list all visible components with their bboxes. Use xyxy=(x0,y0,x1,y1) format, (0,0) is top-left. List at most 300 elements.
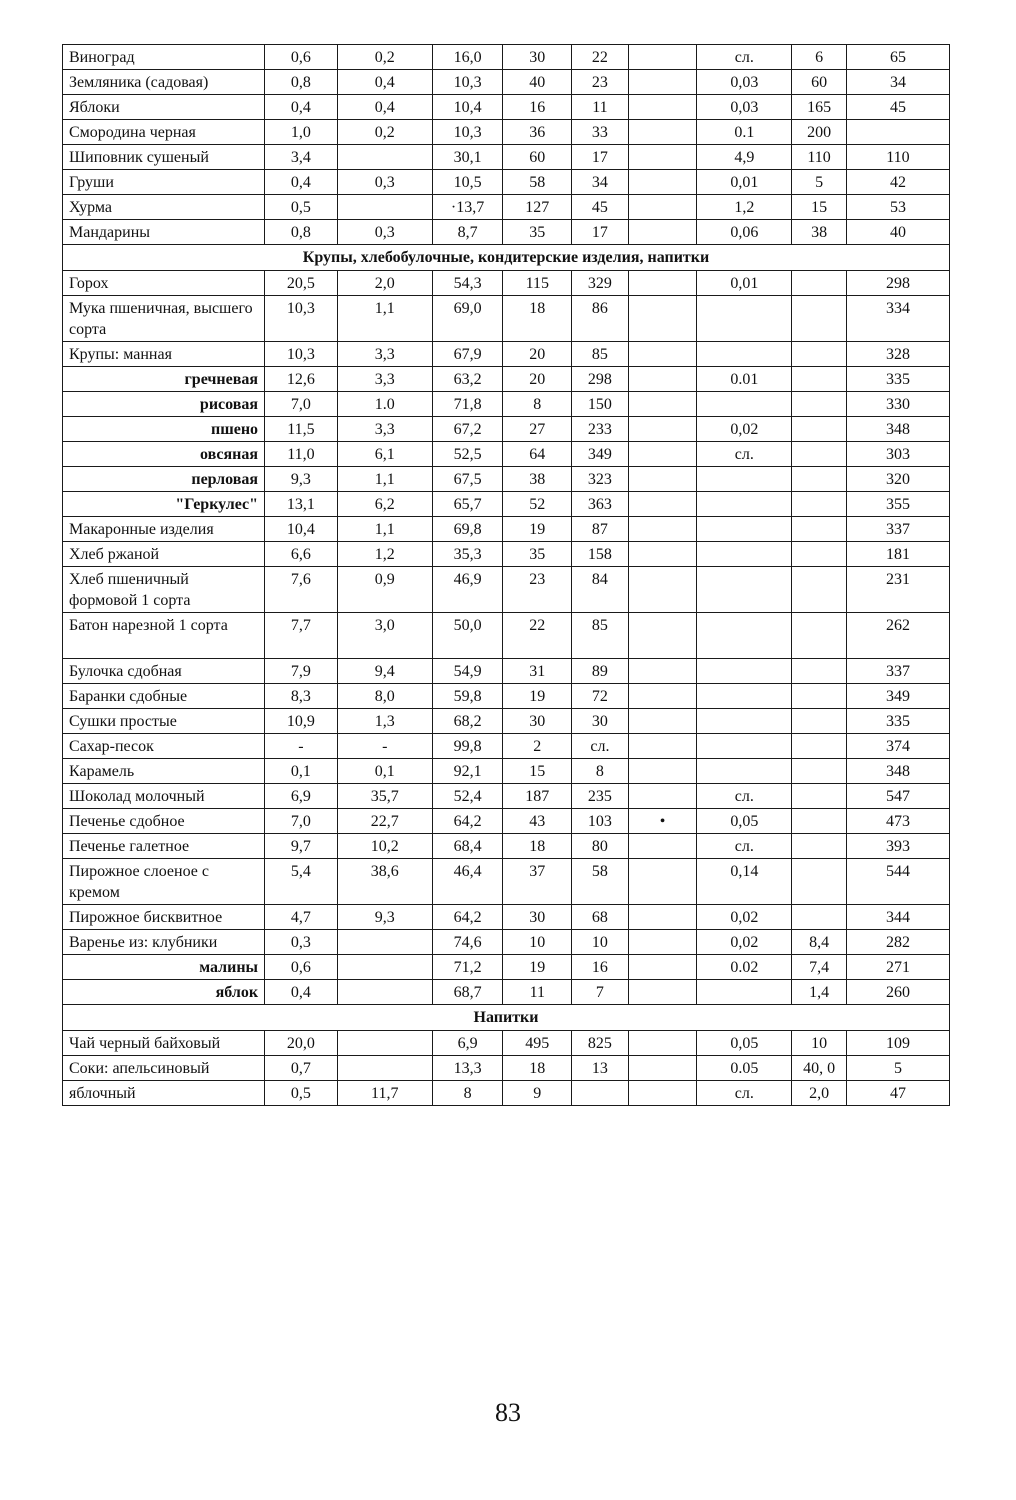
table-row xyxy=(63,296,950,342)
table-row xyxy=(63,709,950,734)
value-cell: 0,5 xyxy=(265,1081,338,1106)
value-cell: 473 xyxy=(846,809,949,834)
value-cell: 71,2 xyxy=(432,955,503,980)
value-cell: 349 xyxy=(846,684,949,709)
value-cell: 1,0 xyxy=(265,120,338,145)
product-name-cell: Шиповник сушеный xyxy=(63,145,265,170)
value-cell xyxy=(628,930,697,955)
value-cell: 271 xyxy=(846,955,949,980)
table-row xyxy=(63,905,950,930)
value-cell: 10,9 xyxy=(265,709,338,734)
value-cell: 69,0 xyxy=(432,296,503,342)
value-cell: 7 xyxy=(572,980,629,1005)
table-row xyxy=(63,45,950,70)
value-cell xyxy=(697,659,792,684)
value-cell: 1,1 xyxy=(337,467,432,492)
value-cell: 23 xyxy=(572,70,629,95)
value-cell: сл. xyxy=(697,45,792,70)
value-cell: 0,02 xyxy=(697,417,792,442)
value-cell: 328 xyxy=(846,342,949,367)
value-cell: 3,4 xyxy=(265,145,338,170)
value-cell: 2 xyxy=(503,734,572,759)
value-cell: 23 xyxy=(503,567,572,613)
value-cell xyxy=(792,613,847,659)
value-cell: 35,7 xyxy=(337,784,432,809)
value-cell: 1,1 xyxy=(337,517,432,542)
table-row xyxy=(63,759,950,784)
value-cell xyxy=(628,392,697,417)
value-cell: 2,0 xyxy=(792,1081,847,1106)
value-cell: 20,0 xyxy=(265,1031,338,1056)
product-name-cell: Пирожное слоеное с кремом xyxy=(63,859,265,905)
value-cell: 200 xyxy=(792,120,847,145)
value-cell xyxy=(697,613,792,659)
value-cell: 150 xyxy=(572,392,629,417)
value-cell: 8,3 xyxy=(265,684,338,709)
value-cell xyxy=(628,955,697,980)
value-cell: 127 xyxy=(503,195,572,220)
value-cell xyxy=(628,1056,697,1081)
value-cell: 16 xyxy=(503,95,572,120)
product-name-cell: Хлеб ржаной xyxy=(63,542,265,567)
value-cell: 0,06 xyxy=(697,220,792,245)
value-cell xyxy=(697,492,792,517)
value-cell: 298 xyxy=(572,367,629,392)
value-cell: 60 xyxy=(503,145,572,170)
value-cell: 544 xyxy=(846,859,949,905)
value-cell xyxy=(792,834,847,859)
product-name-cell: овсяная xyxy=(63,442,265,467)
product-name-cell: Карамель xyxy=(63,759,265,784)
product-name-cell: Земляника (садовая) xyxy=(63,70,265,95)
value-cell: 8,0 xyxy=(337,684,432,709)
value-cell: 5 xyxy=(792,170,847,195)
value-cell: 74,6 xyxy=(432,930,503,955)
value-cell: 43 xyxy=(503,809,572,834)
value-cell: 0,4 xyxy=(337,70,432,95)
table-row xyxy=(63,930,950,955)
value-cell: 80 xyxy=(572,834,629,859)
value-cell: 10,2 xyxy=(337,834,432,859)
product-name-cell: малины xyxy=(63,955,265,980)
table-row xyxy=(63,271,950,296)
value-cell xyxy=(792,709,847,734)
value-cell xyxy=(628,517,697,542)
value-cell xyxy=(337,145,432,170)
value-cell: 20,5 xyxy=(265,271,338,296)
value-cell: 8,4 xyxy=(792,930,847,955)
value-cell: 67,5 xyxy=(432,467,503,492)
value-cell: 337 xyxy=(846,659,949,684)
value-cell: 374 xyxy=(846,734,949,759)
value-cell: 65,7 xyxy=(432,492,503,517)
table-row xyxy=(63,980,950,1005)
value-cell: 1,4 xyxy=(792,980,847,1005)
product-name-cell: Мука пшеничная, высшего сорта xyxy=(63,296,265,342)
value-cell: 47 xyxy=(846,1081,949,1106)
table-row xyxy=(63,567,950,613)
value-cell xyxy=(628,417,697,442)
table-row xyxy=(63,342,950,367)
value-cell xyxy=(792,271,847,296)
value-cell: 11,5 xyxy=(265,417,338,442)
value-cell: 17 xyxy=(572,145,629,170)
value-cell xyxy=(697,542,792,567)
value-cell xyxy=(628,195,697,220)
value-cell: 0,03 xyxy=(697,95,792,120)
value-cell xyxy=(628,442,697,467)
table-row xyxy=(63,1031,950,1056)
value-cell: 11,7 xyxy=(337,1081,432,1106)
value-cell: 110 xyxy=(846,145,949,170)
value-cell xyxy=(628,342,697,367)
value-cell: 30 xyxy=(503,45,572,70)
value-cell: 52 xyxy=(503,492,572,517)
value-cell xyxy=(337,1031,432,1056)
value-cell: • xyxy=(628,809,697,834)
value-cell xyxy=(792,492,847,517)
value-cell: 110 xyxy=(792,145,847,170)
product-name-cell: Шоколад молочный xyxy=(63,784,265,809)
value-cell: 298 xyxy=(846,271,949,296)
value-cell: 344 xyxy=(846,905,949,930)
value-cell: 0,4 xyxy=(265,980,338,1005)
value-cell: 0,14 xyxy=(697,859,792,905)
value-cell: 9,3 xyxy=(337,905,432,930)
value-cell: 64 xyxy=(503,442,572,467)
value-cell: 46,9 xyxy=(432,567,503,613)
value-cell xyxy=(628,296,697,342)
value-cell: 0,6 xyxy=(265,955,338,980)
value-cell: 54,9 xyxy=(432,659,503,684)
value-cell xyxy=(792,342,847,367)
value-cell: 10,3 xyxy=(265,342,338,367)
table-body xyxy=(63,45,950,1106)
product-name-cell: Батон нарезной 1 сорта xyxy=(63,613,265,659)
value-cell: 0,4 xyxy=(337,95,432,120)
value-cell: 9,3 xyxy=(265,467,338,492)
table-row xyxy=(63,467,950,492)
value-cell: 40 xyxy=(846,220,949,245)
nutrition-table xyxy=(62,44,950,1106)
product-name-cell: Виноград xyxy=(63,45,265,70)
value-cell: 825 xyxy=(572,1031,629,1056)
value-cell xyxy=(628,542,697,567)
value-cell: 9,7 xyxy=(265,834,338,859)
value-cell xyxy=(628,567,697,613)
table-row xyxy=(63,492,950,517)
value-cell: 165 xyxy=(792,95,847,120)
value-cell: 3,3 xyxy=(337,367,432,392)
value-cell: 329 xyxy=(572,271,629,296)
value-cell xyxy=(792,784,847,809)
value-cell: 158 xyxy=(572,542,629,567)
value-cell: 323 xyxy=(572,467,629,492)
value-cell: 348 xyxy=(846,759,949,784)
value-cell: 0,3 xyxy=(337,170,432,195)
value-cell: 17 xyxy=(572,220,629,245)
value-cell xyxy=(628,1081,697,1106)
product-name-cell: Крупы: манная xyxy=(63,342,265,367)
value-cell: 19 xyxy=(503,684,572,709)
value-cell xyxy=(792,542,847,567)
value-cell: 103 xyxy=(572,809,629,834)
value-cell xyxy=(792,367,847,392)
value-cell: 68 xyxy=(572,905,629,930)
value-cell: 35 xyxy=(503,220,572,245)
value-cell xyxy=(628,613,697,659)
value-cell: 0,2 xyxy=(337,45,432,70)
value-cell: 16 xyxy=(572,955,629,980)
value-cell: 7,0 xyxy=(265,809,338,834)
value-cell: сл. xyxy=(697,784,792,809)
value-cell: 10 xyxy=(792,1031,847,1056)
value-cell xyxy=(337,195,432,220)
value-cell: 27 xyxy=(503,417,572,442)
value-cell xyxy=(628,45,697,70)
value-cell xyxy=(337,930,432,955)
value-cell: 115 xyxy=(503,271,572,296)
value-cell: 181 xyxy=(846,542,949,567)
value-cell: 3,3 xyxy=(337,417,432,442)
product-name-cell: Печенье сдобное xyxy=(63,809,265,834)
value-cell: 334 xyxy=(846,296,949,342)
product-name-cell: яблочный xyxy=(63,1081,265,1106)
value-cell: 231 xyxy=(846,567,949,613)
product-name-cell: Чай черный байховый xyxy=(63,1031,265,1056)
value-cell xyxy=(628,859,697,905)
value-cell: 0,8 xyxy=(265,220,338,245)
value-cell xyxy=(628,120,697,145)
value-cell xyxy=(628,759,697,784)
value-cell: 0,01 xyxy=(697,170,792,195)
value-cell: 35 xyxy=(503,542,572,567)
value-cell: 5 xyxy=(846,1056,949,1081)
product-name-cell: Смородина черная xyxy=(63,120,265,145)
value-cell: 40, 0 xyxy=(792,1056,847,1081)
value-cell: 45 xyxy=(572,195,629,220)
value-cell: 0,6 xyxy=(265,45,338,70)
product-name-cell: Горох xyxy=(63,271,265,296)
value-cell: 6,9 xyxy=(432,1031,503,1056)
value-cell: 67,9 xyxy=(432,342,503,367)
value-cell: 0.01 xyxy=(697,367,792,392)
value-cell: 15 xyxy=(503,759,572,784)
value-cell: 11 xyxy=(572,95,629,120)
value-cell: 0,05 xyxy=(697,1031,792,1056)
value-cell: 8 xyxy=(503,392,572,417)
value-cell: 0,1 xyxy=(265,759,338,784)
value-cell: 42 xyxy=(846,170,949,195)
table-row xyxy=(63,442,950,467)
table-row xyxy=(63,784,950,809)
value-cell: 10 xyxy=(503,930,572,955)
value-cell: 1,1 xyxy=(337,296,432,342)
value-cell: 330 xyxy=(846,392,949,417)
product-name-cell: Макаронные изделия xyxy=(63,517,265,542)
table-row xyxy=(63,659,950,684)
product-name-cell: Баранки сдобные xyxy=(63,684,265,709)
value-cell xyxy=(628,905,697,930)
value-cell: 59,8 xyxy=(432,684,503,709)
value-cell: сл. xyxy=(697,834,792,859)
product-name-cell: Соки: апельсиновый xyxy=(63,1056,265,1081)
value-cell xyxy=(628,95,697,120)
value-cell: 495 xyxy=(503,1031,572,1056)
value-cell: 363 xyxy=(572,492,629,517)
value-cell: 16,0 xyxy=(432,45,503,70)
page-number: 83 xyxy=(495,1398,521,1427)
value-cell: 0,4 xyxy=(265,95,338,120)
product-name-cell: Сушки простые xyxy=(63,709,265,734)
product-name-cell: пшено xyxy=(63,417,265,442)
value-cell xyxy=(697,980,792,1005)
value-cell: 0.02 xyxy=(697,955,792,980)
value-cell xyxy=(792,734,847,759)
value-cell xyxy=(337,955,432,980)
value-cell: 9,4 xyxy=(337,659,432,684)
value-cell xyxy=(697,684,792,709)
value-cell: 0,01 xyxy=(697,271,792,296)
value-cell: 15 xyxy=(792,195,847,220)
value-cell: 547 xyxy=(846,784,949,809)
value-cell: 0,05 xyxy=(697,809,792,834)
value-cell xyxy=(628,784,697,809)
table-row xyxy=(63,542,950,567)
value-cell: 4,9 xyxy=(697,145,792,170)
table-row xyxy=(63,417,950,442)
value-cell: 30,1 xyxy=(432,145,503,170)
value-cell: 233 xyxy=(572,417,629,442)
value-cell: - xyxy=(337,734,432,759)
value-cell xyxy=(792,567,847,613)
value-cell: 38 xyxy=(503,467,572,492)
value-cell: 7,6 xyxy=(265,567,338,613)
value-cell: сл. xyxy=(697,442,792,467)
value-cell: 10,3 xyxy=(432,120,503,145)
value-cell: 33 xyxy=(572,120,629,145)
value-cell: 87 xyxy=(572,517,629,542)
value-cell xyxy=(697,734,792,759)
value-cell: 0,9 xyxy=(337,567,432,613)
value-cell: 1,3 xyxy=(337,709,432,734)
value-cell: 67,2 xyxy=(432,417,503,442)
value-cell: 235 xyxy=(572,784,629,809)
value-cell: 1.0 xyxy=(337,392,432,417)
value-cell xyxy=(792,659,847,684)
value-cell: 18 xyxy=(503,1056,572,1081)
value-cell: 64,2 xyxy=(432,809,503,834)
value-cell xyxy=(628,709,697,734)
value-cell: 71,8 xyxy=(432,392,503,417)
value-cell: 13 xyxy=(572,1056,629,1081)
product-name-cell: Сахар-песок xyxy=(63,734,265,759)
value-cell xyxy=(628,170,697,195)
value-cell: 0,2 xyxy=(337,120,432,145)
value-cell: 12,6 xyxy=(265,367,338,392)
value-cell xyxy=(628,367,697,392)
value-cell xyxy=(792,296,847,342)
value-cell: 6 xyxy=(792,45,847,70)
value-cell xyxy=(792,809,847,834)
value-cell xyxy=(697,296,792,342)
value-cell: 89 xyxy=(572,659,629,684)
value-cell: 22,7 xyxy=(337,809,432,834)
value-cell: 6,9 xyxy=(265,784,338,809)
value-cell: 64,2 xyxy=(432,905,503,930)
table-row xyxy=(63,220,950,245)
value-cell: 30 xyxy=(572,709,629,734)
value-cell: 19 xyxy=(503,517,572,542)
value-cell: 4,7 xyxy=(265,905,338,930)
value-cell: 11,0 xyxy=(265,442,338,467)
value-cell: 63,2 xyxy=(432,367,503,392)
value-cell: 68,4 xyxy=(432,834,503,859)
value-cell: 30 xyxy=(503,709,572,734)
value-cell: 36 xyxy=(503,120,572,145)
value-cell: 10 xyxy=(572,930,629,955)
table-row xyxy=(63,834,950,859)
value-cell: 8,7 xyxy=(432,220,503,245)
value-cell: 2,0 xyxy=(337,271,432,296)
value-cell: 34 xyxy=(846,70,949,95)
value-cell: 46,4 xyxy=(432,859,503,905)
value-cell xyxy=(697,709,792,734)
table-row xyxy=(63,955,950,980)
value-cell xyxy=(337,980,432,1005)
product-name-cell: Груши xyxy=(63,170,265,195)
product-name-cell: "Геркулес" xyxy=(63,492,265,517)
value-cell: 0,4 xyxy=(265,170,338,195)
value-cell: 72 xyxy=(572,684,629,709)
value-cell: 0,03 xyxy=(697,70,792,95)
value-cell: ·13,7 xyxy=(432,195,503,220)
table-row xyxy=(63,145,950,170)
value-cell: 1,2 xyxy=(337,542,432,567)
value-cell: 22 xyxy=(503,613,572,659)
value-cell xyxy=(572,1081,629,1106)
product-name-cell: Варенье из: клубники xyxy=(63,930,265,955)
value-cell: 85 xyxy=(572,613,629,659)
value-cell: 38,6 xyxy=(337,859,432,905)
value-cell: 52,4 xyxy=(432,784,503,809)
value-cell: 0,5 xyxy=(265,195,338,220)
value-cell: 3,3 xyxy=(337,342,432,367)
value-cell xyxy=(792,905,847,930)
value-cell xyxy=(792,759,847,784)
value-cell: 6,2 xyxy=(337,492,432,517)
value-cell xyxy=(628,145,697,170)
value-cell: 7,4 xyxy=(792,955,847,980)
value-cell: 8 xyxy=(432,1081,503,1106)
value-cell xyxy=(697,567,792,613)
value-cell: 0,1 xyxy=(337,759,432,784)
value-cell: 40 xyxy=(503,70,572,95)
product-name-cell: Булочка сдобная xyxy=(63,659,265,684)
value-cell: 335 xyxy=(846,709,949,734)
value-cell: 20 xyxy=(503,367,572,392)
value-cell: 50,0 xyxy=(432,613,503,659)
value-cell: 37 xyxy=(503,859,572,905)
value-cell: 54,3 xyxy=(432,271,503,296)
value-cell: 0,02 xyxy=(697,905,792,930)
value-cell xyxy=(628,980,697,1005)
value-cell xyxy=(792,467,847,492)
product-name-cell: Яблоки xyxy=(63,95,265,120)
value-cell: - xyxy=(265,734,338,759)
value-cell: сл. xyxy=(697,1081,792,1106)
value-cell: 0,3 xyxy=(265,930,338,955)
